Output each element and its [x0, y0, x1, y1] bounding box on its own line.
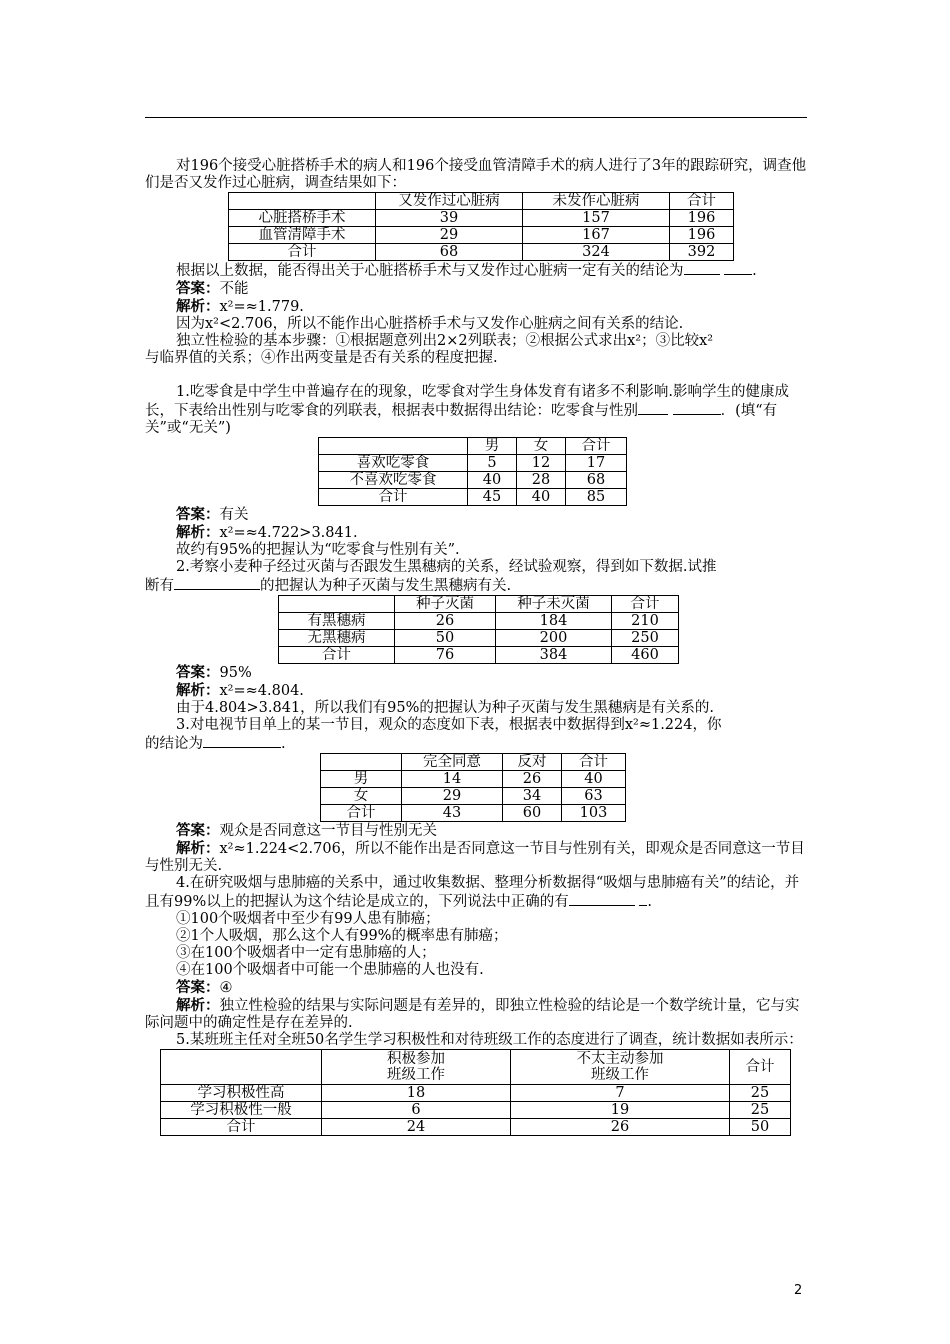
q1-table [318, 437, 627, 506]
table-cell: 28 [517, 472, 566, 489]
q5-problem: 5.某班班主任对全班50名学生学习积极性和对待班级工作的态度进行了调查，统计数据如表所示： [176, 1032, 803, 1048]
table-header-cell: 反对 [503, 754, 562, 771]
table-row [229, 210, 734, 227]
answer-text: 有关 [219, 507, 249, 523]
answer-blank [203, 734, 281, 748]
q3-problem-a: 3.对电视节目单上的某一节目，观众的态度如下表，根据表中数据得到x²≈1.224，你 [176, 717, 722, 733]
table-cell: 68 [566, 472, 627, 489]
question-text: 1.吃零食是中学生中普遍存在的现象，吃零食对学生身体发育有诸多不利影响.影响学生的健康成长，下表给出性别与吃零食的列联表，根据表中数据得出结论：吃零食与性别 [145, 384, 789, 419]
table-cell: 有黑穗病 [279, 613, 395, 630]
answer-text: ④ [219, 980, 233, 996]
analysis-label: 解析： [176, 682, 220, 699]
table-header-cell: 合计 [566, 438, 627, 455]
intro-question: 根据以上数据，能否得出关于心脏搭桥手术与又发作过心脏病一定有关的结论为 . [176, 263, 757, 279]
answer-label: 答案： [176, 280, 220, 297]
table-cell: 68 [376, 244, 523, 261]
intro-steps-b: 与临界值的关系；④作出两变量是否有关系的程度把握. [145, 350, 498, 366]
table-cell: 43 [402, 805, 503, 822]
table-cell: 合计 [319, 489, 468, 506]
question-text: 断有 [145, 578, 174, 594]
table-header-cell [319, 438, 468, 455]
table-header-row [229, 193, 734, 210]
analysis-text: x²=≈1.779. [219, 299, 304, 315]
table-cell: 12 [517, 455, 566, 472]
answer-label: 答案： [176, 822, 220, 839]
table-cell: 5 [468, 455, 517, 472]
table-header-cell: 合计 [562, 754, 626, 771]
table-row [161, 1102, 791, 1119]
analysis-text: x²≈1.224<2.706，所以不能作出是否同意这一节目与性别有关，即观众是否同意这一节目与性别无关. [145, 841, 805, 874]
table-header-row [279, 596, 679, 613]
table-cell: 34 [503, 788, 562, 805]
answer-label: 答案： [176, 506, 220, 523]
analysis-text: 独立性检验的结果与实际问题是有差异的，即独立性检验的结论是一个数学统计量，它与实际问题中的确定性是存在差异的. [145, 998, 800, 1031]
q4-problem: 4.在研究吸烟与患肺癌的关系中，通过收集数据、整理分析数据得“吸烟与患肺癌有关”的结论，并且有99%以上的把握认为这个结论是成立的，下列说法中正确的有 . [145, 875, 800, 910]
table-cell: 60 [503, 805, 562, 822]
table-cell: 157 [523, 210, 670, 227]
table-cell: 196 [670, 210, 734, 227]
table-header-row [319, 438, 627, 455]
table-cell: 女 [321, 788, 402, 805]
q4-option: ④在100个吸烟者中可能一个患肺癌的人也没有. [176, 962, 484, 978]
table-cell: 324 [523, 244, 670, 261]
table-cell: 76 [395, 647, 496, 664]
q4-option: ①100个吸烟者中至少有99人患有肺癌； [176, 911, 440, 927]
answer-blank [724, 261, 752, 275]
table-cell: 无黑穗病 [279, 630, 395, 647]
question-text: 根据以上数据，能否得出关于心脏搭桥手术与又发作过心脏病一定有关的结论为 [176, 263, 684, 279]
table-row [161, 1085, 791, 1102]
intro-analysis [145, 298, 807, 316]
table-cell: 26 [503, 771, 562, 788]
table-cell: 50 [730, 1119, 791, 1136]
q4-analysis [145, 997, 807, 1032]
q1-problem [145, 384, 807, 437]
answer-blank [569, 892, 635, 906]
intro-because: 因为x²<2.706，所以不能作出心脏搭桥手术与又发作心脏病之间有关系的结论. [176, 316, 684, 332]
table-cell: 喜欢吃零食 [319, 455, 468, 472]
table-row [229, 227, 734, 244]
table-cell: 合计 [229, 244, 376, 261]
question-text: 的结论为 [145, 736, 203, 752]
table-cell: 250 [612, 630, 679, 647]
table-cell: 200 [496, 630, 612, 647]
table-cell: 不喜欢吃零食 [319, 472, 468, 489]
table-cell: 384 [496, 647, 612, 664]
table-row [319, 489, 627, 506]
analysis-text: x²=≈4.722>3.841. [219, 525, 358, 541]
table-cell: 40 [468, 472, 517, 489]
answer-label: 答案： [176, 979, 220, 996]
table-cell: 血管清障手术 [229, 227, 376, 244]
table-header-cell: 种子未灭菌 [496, 596, 612, 613]
answer-blank [673, 401, 721, 415]
fill-hint: ．(填“有关”或“无关”) [145, 403, 778, 436]
table-cell: 男 [321, 771, 402, 788]
table-cell: 24 [322, 1119, 511, 1136]
table-cell: 6 [322, 1102, 511, 1119]
table-row [161, 1119, 791, 1136]
table-row [321, 805, 626, 822]
q4-answer [145, 979, 807, 997]
table-row [279, 613, 679, 630]
table-cell: 18 [322, 1085, 511, 1102]
table-header-cell: 又发作过心脏病 [376, 193, 523, 210]
table-cell: 63 [562, 788, 626, 805]
table-cell: 184 [496, 613, 612, 630]
table-cell: 19 [511, 1102, 730, 1119]
table-header-cell: 未发作心脏病 [523, 193, 670, 210]
q3-answer [145, 822, 807, 840]
table-header-row [321, 754, 626, 771]
q1-analysis [145, 524, 807, 542]
q1-answer [145, 506, 807, 524]
table-cell: 196 [670, 227, 734, 244]
table-row [279, 630, 679, 647]
table-header-cell: 完全同意 [402, 754, 503, 771]
intro-table [228, 192, 734, 261]
document-body [145, 158, 807, 1136]
question-text: 的把握认为种子灭菌与发生黑穗病有关. [260, 578, 512, 594]
answer-text: 不能 [219, 281, 249, 297]
table-cell: 40 [562, 771, 626, 788]
table-row [319, 472, 627, 489]
table-header-cell [229, 193, 376, 210]
q2-answer [145, 664, 807, 682]
table-cell: 29 [376, 227, 523, 244]
answer-text: 观众是否同意这一节目与性别无关 [219, 823, 437, 839]
table-cell: 14 [402, 771, 503, 788]
analysis-label: 解析： [176, 997, 220, 1014]
table-cell: 学习积极性一般 [161, 1102, 322, 1119]
question-text: 4.在研究吸烟与患肺癌的关系中，通过收集数据、整理分析数据得“吸烟与患肺癌有关”的结论，并且有99%以上的把握认为这个结论是成立的，下列说法中正确的有 [145, 875, 800, 910]
q2-problem-b [145, 576, 807, 595]
table-cell: 210 [612, 613, 679, 630]
answer-blank [684, 261, 720, 275]
table-header-cell: 积极参加 班级工作 [322, 1050, 511, 1085]
table-header-cell: 种子灭菌 [395, 596, 496, 613]
table-cell: 29 [402, 788, 503, 805]
intro-problem: 对196个接受心脏搭桥手术的病人和196个接受血管清障手术的病人进行了3年的跟踪研究，调查他们是否又发作过心脏病，调查结果如下： [145, 158, 807, 191]
table-cell: 17 [566, 455, 627, 472]
intro-steps-a: 独立性检验的基本步骤：①根据题意列出2×2列联表；②根据公式求出x²；③比较x² [176, 333, 714, 349]
answer-blank [638, 401, 668, 415]
q2-analysis [145, 682, 807, 700]
table-header-cell: 合计 [730, 1050, 791, 1085]
table-row [321, 788, 626, 805]
table-row [279, 647, 679, 664]
table-header-cell: 女 [517, 438, 566, 455]
analysis-text: x²=≈4.804. [219, 683, 304, 699]
answer-label: 答案： [176, 664, 220, 681]
header-rule [145, 117, 807, 118]
q2-conclusion: 由于4.804>3.841，所以我们有95%的把握认为种子灭菌与发生黑穗病是有关系的. [176, 700, 715, 716]
table-cell: 学习积极性高 [161, 1085, 322, 1102]
table-row [229, 244, 734, 261]
table-header-cell: 男 [468, 438, 517, 455]
analysis-label: 解析： [176, 524, 220, 541]
answer-text: 95% [219, 665, 252, 681]
table-cell: 25 [730, 1102, 791, 1119]
q5-table [160, 1049, 791, 1136]
table-cell: 460 [612, 647, 679, 664]
table-cell: 25 [730, 1085, 791, 1102]
table-cell: 45 [468, 489, 517, 506]
table-cell: 103 [562, 805, 626, 822]
q3-analysis [145, 840, 807, 875]
page-number: 2 [794, 1283, 803, 1298]
answer-blank [639, 892, 647, 906]
table-cell: 心脏搭桥手术 [229, 210, 376, 227]
analysis-label: 解析： [176, 298, 220, 315]
q1-conclusion: 故约有95%的把握认为“吃零食与性别有关”. [176, 542, 460, 558]
q2-problem-a: 2.考察小麦种子经过灭菌与否跟发生黑穗病的关系，经试验观察，得到如下数据.试推 [176, 559, 717, 575]
table-header-cell: 合计 [670, 193, 734, 210]
table-cell: 26 [395, 613, 496, 630]
q4-option: ③在100个吸烟者中一定有患肺癌的人； [176, 945, 436, 961]
table-cell: 167 [523, 227, 670, 244]
table-header-cell: 合计 [612, 596, 679, 613]
table-cell: 40 [517, 489, 566, 506]
table-cell: 7 [511, 1085, 730, 1102]
q3-table [320, 753, 626, 822]
q4-option: ②1个人吸烟，那么这个人有99%的概率患有肺癌； [176, 928, 508, 944]
table-row [321, 771, 626, 788]
table-cell: 50 [395, 630, 496, 647]
analysis-label: 解析： [176, 840, 220, 857]
table-cell: 39 [376, 210, 523, 227]
table-cell: 合计 [161, 1119, 322, 1136]
table-row [319, 455, 627, 472]
q2-table [278, 595, 679, 664]
table-header-cell: 不太主动参加 班级工作 [511, 1050, 730, 1085]
table-cell: 26 [511, 1119, 730, 1136]
table-header-cell [279, 596, 395, 613]
table-header-cell [161, 1050, 322, 1085]
table-header-row [161, 1050, 791, 1085]
table-cell: 合计 [279, 647, 395, 664]
table-cell: 392 [670, 244, 734, 261]
table-cell: 85 [566, 489, 627, 506]
q3-problem-b: 的结论为 . [145, 736, 286, 752]
intro-answer [145, 280, 807, 298]
table-cell: 合计 [321, 805, 402, 822]
table-header-cell [321, 754, 402, 771]
answer-blank [174, 576, 260, 590]
